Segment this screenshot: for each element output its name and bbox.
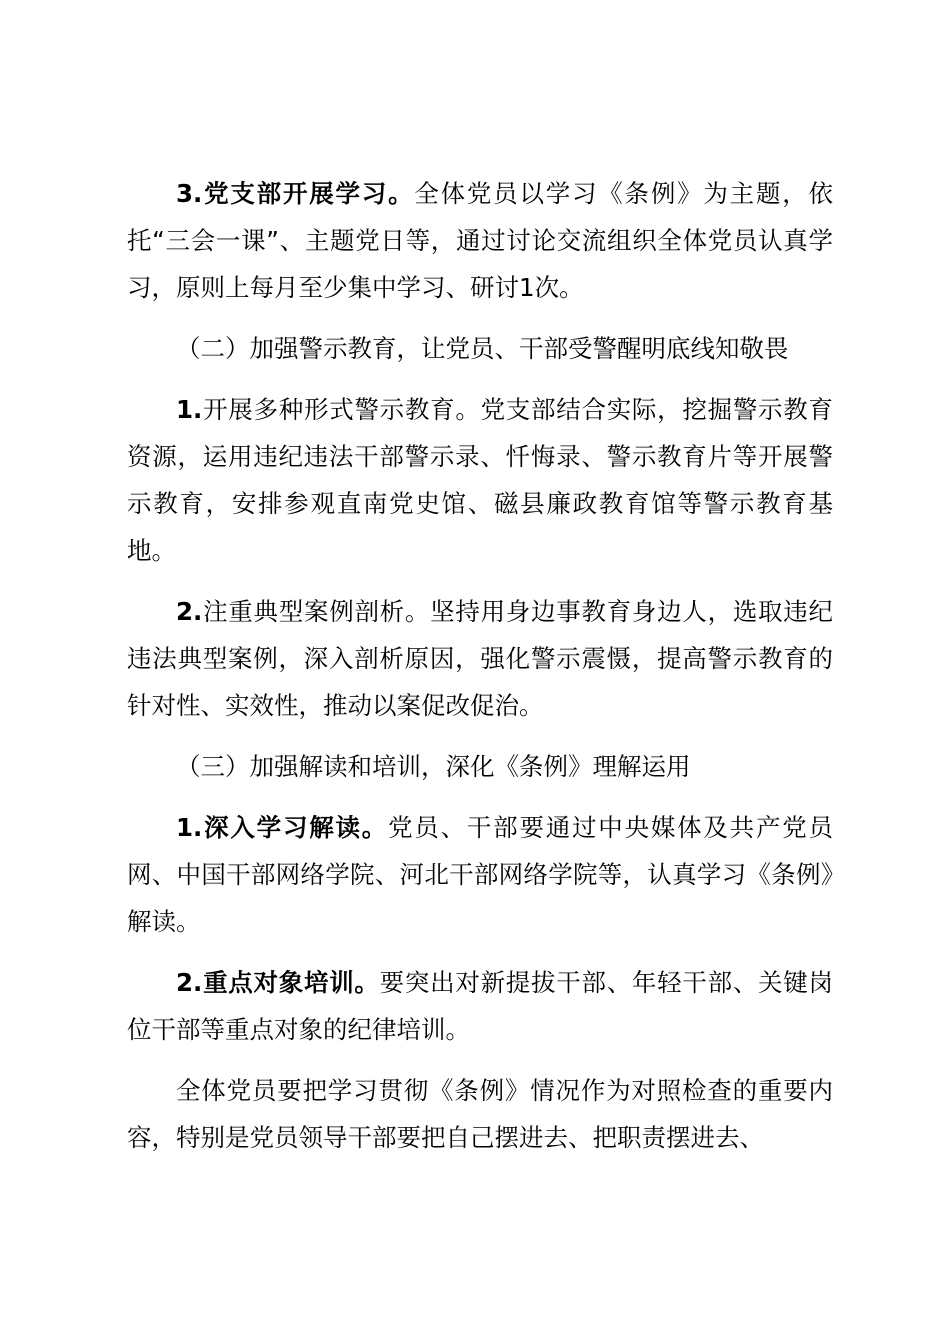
paragraph-lead: 2. xyxy=(176,597,203,626)
section-heading-warning-education xyxy=(127,325,833,372)
paragraph-text: 全体党员以学习《条例》为主题，依托“三会一课”、主题党日等，通过讨论交流组织全体党员认真学习，原则上每月至少集中学习、研讨1次。 xyxy=(127,179,833,302)
paragraph-warning-forms xyxy=(127,386,833,574)
paragraph-text: 党员、干部要通过中央媒体及共产党员网、中国干部网络学院、河北干部网络学院等，认真学习《条例》解读。 xyxy=(127,813,834,936)
paragraph-case-analysis xyxy=(127,588,833,729)
paragraph-lead: 3.党支部开展学习。 xyxy=(176,179,415,208)
paragraph-text: 全体党员要把学习贯彻《条例》情况作为对照检查的重要内容，特别是党员领导干部要把自己摆进去、把职责摆进去、 xyxy=(127,1076,833,1152)
paragraph-text: （三）加强解读和培训，深化《条例》理解运用 xyxy=(176,752,691,781)
paragraph-text: 开展多种形式警示教育。党支部结合实际，挖掘警示教育资源，运用违纪违法干部警示录、忏悔录、警示教育片等开展警示教育，安排参观直南党史馆、磁县廉政教育馆等警示教育基地。 xyxy=(127,395,833,565)
paragraph-conclusion xyxy=(127,1067,833,1161)
paragraph-party-branch-study xyxy=(127,170,833,311)
paragraph-key-target-training xyxy=(127,959,833,1053)
paragraph-lead: 1.深入学习解读。 xyxy=(176,813,389,842)
paragraph-text: （二）加强警示教育，让党员、干部受警醒明底线知敬畏 xyxy=(176,334,789,363)
paragraph-text: 注重典型案例剖析。坚持用身边事教育身边人，选取违纪违法典型案例，深入剖析原因，强化警示震慑，提高警示教育的针对性、实效性，推动以案促改促治。 xyxy=(127,597,833,720)
paragraph-lead: 2.重点对象培训。 xyxy=(176,968,380,997)
document-body xyxy=(127,170,833,1161)
paragraph-study-interpretation xyxy=(127,804,833,945)
section-heading-interpretation-training xyxy=(127,743,833,790)
paragraph-text: 要突出对新提拔干部、年轻干部、关键岗位干部等重点对象的纪律培训。 xyxy=(127,968,834,1044)
paragraph-lead: 1. xyxy=(176,395,203,424)
